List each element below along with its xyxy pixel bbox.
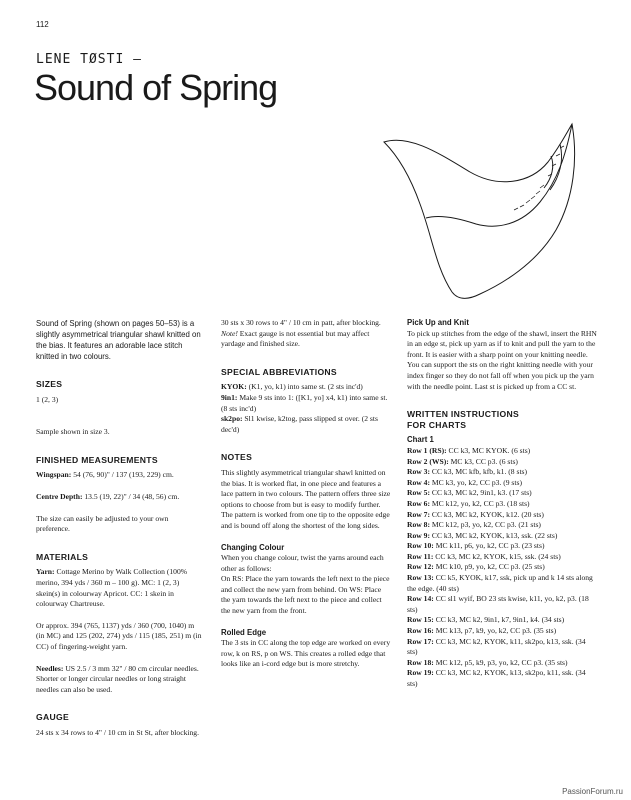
chart-row-label: Row 11: [407, 551, 434, 561]
chart-row-label: Row 15: [407, 615, 434, 625]
chart-row-text: CC k5, KYOK, k17, ssk, pick up and k 14 sts along the edge. (40 sts) [407, 573, 593, 593]
note-value: Exact gauge is not essential but may affect yardage and finished size. [221, 328, 370, 349]
chart-row [407, 562, 597, 573]
sample-text: Sample shown in size 3. [36, 427, 110, 437]
wingspan-value: 54 (76, 90)" / 137 (193, 229) cm. [71, 470, 174, 480]
chart-row-label: Row 9: [407, 530, 430, 540]
sizes-text: 1 (2, 3) [36, 394, 59, 404]
written-instructions-heading-line2: FOR CHARTS [407, 419, 467, 430]
sk2po-label: sk2po: [221, 414, 243, 424]
chart-row-text: CC k3, MC k2, KYOK, k13, sk2po, k11, ssk. (34 sts) [407, 668, 586, 688]
chart-row [407, 626, 597, 637]
chart-row [407, 658, 597, 669]
sk2po-value: Sl1 kwise, k2tog, pass slipped st over. (2 sts dec'd) [221, 414, 378, 434]
abbreviations-heading: SPECIAL ABBREVIATIONS [221, 366, 337, 377]
note-label: Note! [221, 328, 238, 338]
chart-1-heading: Chart 1 [407, 435, 434, 445]
chart-row-label: Row 12: [407, 562, 434, 572]
chart-row [407, 594, 597, 615]
9in1-value: Make 9 sts into 1: ([K1, yo] x4, k1) into same st. (8 sts inc'd) [221, 392, 388, 413]
pick-up-text: To pick up stitches from the edge of the shawl, insert the RHN in an edge st, pick up yarn as if to knit and pull the yarn to the front. It is easier with a sharp point on your knitting needle. You can support the sts on the right knitting needle with your index finger so they do not fall off when you pick up the yarn with the needle point. Last st is picked up from a CC st. [407, 328, 597, 391]
9in1-label: 9in1: [221, 392, 238, 402]
chart-row-text: CC k3, MC k2, KYOK, k13, ssk. (22 sts) [430, 530, 558, 540]
chart-row-label: Row 13: [407, 573, 434, 583]
gauge-note-text [221, 329, 391, 350]
changing-colour-text-2: On RS: Place the yarn towards the left next to the piece and collect the new yarn from behind. On WS: Place the yarn towards the left next to the piece and collect the new yarn from the front. [221, 574, 390, 616]
yarn-value: Cottage Merino by Walk Collection (100% merino, 394 yds / 360 m – 100 g). MC: 1 (2, 3) skein(s) in colourway Apricot. CC: 1 skein in colourway Chartreuse. [36, 567, 188, 609]
chart-row-text: CC k3, MC k2, KYOK, k11, sk2po, k13, ssk. (34 sts) [407, 636, 586, 657]
rolled-edge-text: The 3 sts in CC along the top edge are worked on every row, k on RS, p on WS. This creates a rolled edge that looks like an i-cord edge but is more stretchy. [221, 638, 391, 669]
chart-row-text: MC k13, p7, k9, yo, k2, CC p3. (35 sts) [433, 626, 557, 636]
chart-row-label: Row 1 (RS): [407, 445, 447, 455]
chart-row-label: Row 10: [407, 541, 434, 551]
chart-row [407, 552, 597, 563]
chart-row-label: Row 6: [407, 498, 430, 508]
chart-row [407, 541, 597, 552]
needles-text [36, 664, 204, 696]
pattern-title: Sound of Spring [34, 67, 278, 108]
centre-depth-text [36, 492, 204, 503]
column-3 [407, 318, 597, 690]
written-instructions-heading: WRITTEN INSTRUCTIONS [407, 409, 519, 420]
needles-label: Needles: [36, 663, 64, 673]
chart-row-label: Row 2 (WS): [407, 456, 449, 466]
chart-1-rows [407, 446, 597, 690]
gauge-text: 24 sts x 34 rows to 4" / 10 cm in St St, after blocking. [36, 727, 199, 737]
intro-paragraph: Sound of Spring (shown on pages 50–53) is a slightly asymmetrical triangular shawl knitted on the bias. It features an adorable lace stitch knitted in two colours. [36, 319, 201, 361]
chart-row-text: CC k3, MC k2, 9in1, k3. (17 sts) [430, 488, 532, 498]
chart-row [407, 668, 597, 689]
yarn-label: Yarn: [36, 567, 55, 577]
chart-row-label: Row 3: [407, 467, 430, 477]
chart-row-label: Row 14: [407, 594, 434, 604]
finished-measurements-heading: FINISHED MEASUREMENTS [36, 454, 158, 465]
chart-row-label: Row 17: [407, 636, 434, 646]
approx-yarn-text: Or approx. 394 (765, 1137) yds / 360 (700, 1040) m (in MC) and 125 (202, 274) yds / 115 (185, 251) m (in CC) of fingering-weight yarn. [36, 620, 202, 651]
pick-up-heading: Pick Up and Knit [407, 318, 469, 327]
chart-row-text: MC k12, p3, yo, k2, CC p3. (21 sts) [430, 520, 541, 530]
watermark: PassionForum.ru [562, 787, 623, 796]
chart-row-text: MC k12, yo, k2, CC p3. (18 sts) [430, 498, 530, 508]
chart-row-text: CC sl1 wyif, BO 23 sts kwise, k11, yo, k2, p3. (18 sts) [407, 594, 589, 614]
notes-heading: NOTES [221, 452, 253, 463]
changing-colour-text-1: When you change colour, twist the yarns around each other as follows: [221, 553, 384, 573]
chart-row-label: Row 19: [407, 668, 434, 678]
shawl-illustration [380, 118, 580, 308]
chart-row-label: Row 5: [407, 488, 430, 498]
chart-row-label: Row 4: [407, 477, 430, 487]
column-1 [36, 318, 204, 738]
chart-row [407, 637, 597, 658]
needles-value: US 2.5 / 3 mm 32" / 80 cm circular needles. Shorter or longer circular needles or long straight needles can also be used. [36, 663, 199, 694]
column-2 [221, 318, 391, 670]
chart-row-text: CC k3, MC kfb, kfb, k1. (8 sts) [430, 467, 528, 477]
chart-row-text: MC k3, yo, k2, CC p3. (9 sts) [430, 477, 522, 487]
wingspan-label: Wingspan: [36, 470, 72, 480]
chart-row-label: Row 7: [407, 509, 430, 519]
chart-row-text: MC k11, p6, yo, k2, CC p3. (23 sts) [433, 541, 545, 551]
abbr-9in1 [221, 393, 391, 414]
chart-row [407, 615, 597, 626]
chart-row [407, 478, 597, 489]
chart-row [407, 531, 597, 542]
rolled-edge-heading: Rolled Edge [221, 627, 267, 637]
gauge-heading: GAUGE [36, 712, 70, 723]
chart-row [407, 520, 597, 531]
wingspan-text [36, 470, 204, 481]
chart-row-label: Row 18: [407, 657, 434, 667]
chart-row-text: CC k3, MC k2, KYOK, k12. (20 sts) [430, 509, 544, 519]
abbr-kyok [221, 382, 391, 393]
kyok-value: (K1, yo, k1) into same st. (2 sts inc'd) [246, 382, 363, 392]
kyok-label: KYOK: [221, 382, 247, 392]
chart-row [407, 573, 597, 594]
materials-heading: MATERIALS [36, 551, 89, 562]
chart-row-text: MC k12, p5, k9, p3, yo, k2, CC p3. (35 sts) [433, 657, 568, 667]
notes-text: This slightly asymmetrical triangular shawl knitted on the bias. It is worked flat, in one piece and features a lace pattern in two colours. The pattern offers three size options to choose from but is easy to modify further. The pattern is worked from one tip to the opposite edge and is bound off along the shortest of the long sides. [221, 467, 391, 530]
centre-depth-value: 13.5 (19, 22)" / 34 (48, 56) cm. [82, 491, 180, 501]
yarn-text [36, 567, 204, 609]
abbr-sk2po [221, 414, 391, 435]
page-number: 112 [36, 20, 49, 29]
chart-row-text: CC k3, MC KYOK. (6 sts) [446, 445, 531, 455]
chart-row [407, 457, 597, 468]
chart-row [407, 499, 597, 510]
adjust-text: The size can easily be adjusted to your own preference. [36, 513, 169, 534]
sizes-heading: SIZES [36, 379, 63, 389]
centre-depth-label: Centre Depth: [36, 491, 83, 501]
chart-row [407, 467, 597, 478]
chart-row-label: Row 8: [407, 520, 430, 530]
chart-row-text: MC k10, p9, yo, k2, CC p3. (25 sts) [433, 562, 545, 572]
gauge-pattern-text: 30 sts x 30 rows to 4" / 10 cm in patt, after blocking. [221, 318, 381, 327]
chart-row [407, 488, 597, 499]
chart-row-text: CC k3, MC k2, KYOK, k15, ssk. (24 sts) [433, 551, 561, 561]
chart-row [407, 446, 597, 457]
changing-colour-heading: Changing Colour [221, 542, 285, 552]
chart-row-label: Row 16: [407, 626, 434, 636]
author-name: LENE TØSTI – [36, 52, 142, 67]
chart-row-text: CC k3, MC k2, 9in1, k7, 9in1, k4. (34 sts) [433, 615, 565, 625]
chart-row-text: MC k3, CC p3. (6 sts) [448, 456, 518, 466]
chart-row [407, 510, 597, 521]
